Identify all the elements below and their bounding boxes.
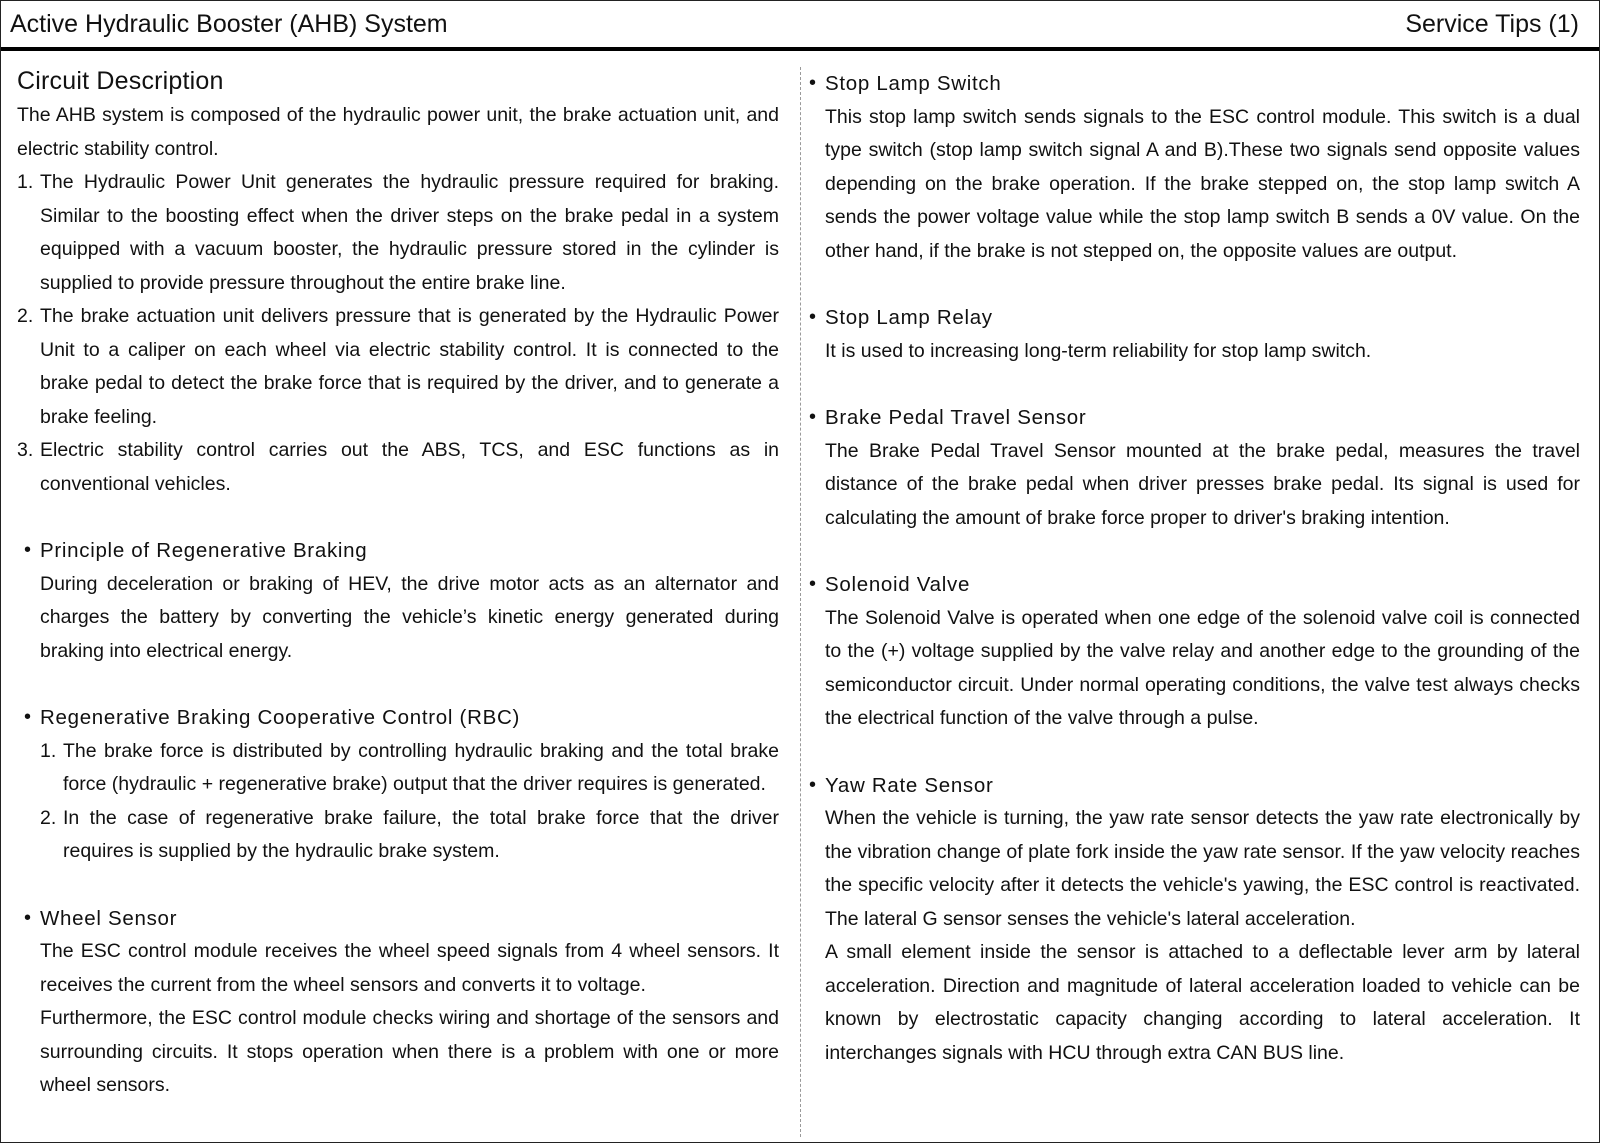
rbc-section	[17, 701, 779, 735]
yaw-sensor-section	[809, 769, 1580, 1071]
heading-text: Stop Lamp Relay	[825, 306, 993, 329]
wheel-sensor-p2: Furthermore, the ESC control module checks wiring and shortage of the sensors and surrounding circuits. It stops operation when there is a problem with one or more wheel sensors.	[40, 1007, 779, 1096]
rbc-heading	[24, 701, 779, 735]
heading-text: Yaw Rate Sensor	[825, 773, 994, 797]
stop-lamp-relay-text: It is used to increasing long-term reliability for stop lamp switch.	[825, 339, 1372, 362]
numbered-item-3	[17, 434, 779, 501]
wheel-sensor-p1: The ESC control module receives the wheel speed signals from 4 wheel sensors. It receives the current from the wheel sensors and converts it to voltage.	[40, 940, 779, 996]
stop-lamp-switch-section	[809, 67, 1580, 268]
item-number: 1.	[40, 739, 57, 762]
intro-paragraph: The AHB system is composed of the hydraulic power unit, the brake actuation unit, and electric stability control.	[17, 104, 779, 160]
bullet-icon: •	[24, 906, 32, 929]
numbered-item-2	[17, 300, 779, 434]
rbc-item-1	[17, 735, 779, 802]
bullet-icon: •	[809, 406, 817, 428]
yaw-sensor-heading	[809, 769, 1580, 803]
item-number: 2.	[40, 806, 57, 829]
bullet-icon: •	[24, 539, 32, 561]
solenoid-section	[809, 568, 1580, 736]
yaw-sensor-p2: A small element inside the sensor is attached to a deflectable lever arm by lateral acceleration. Direction and magnitude of lateral acceleration loaded to vehicle can be known by electrostatic capacity changing according to lateral acceleration. It interchanges signals with HCU through extra CAN BUS line.	[825, 941, 1580, 1064]
heading-text: Principle of Regenerative Braking	[40, 539, 368, 562]
header-page-label: Service Tips (1)	[1405, 9, 1579, 38]
page-header	[1, 1, 1599, 51]
regen-text: During deceleration or braking of HEV, the drive motor acts as an alternator and charges the battery by converting the vehicle’s kinetic energy generated during braking into electrical energy.	[40, 572, 779, 662]
heading-text: Wheel Sensor	[40, 906, 178, 930]
bullet-icon: •	[809, 773, 817, 796]
heading-text: Stop Lamp Switch	[825, 72, 1002, 95]
item-number: 1.	[17, 171, 34, 193]
right-column	[809, 67, 1580, 1070]
bullet-icon: •	[809, 72, 817, 94]
rbc-item-2	[17, 802, 779, 869]
wheel-sensor-section	[17, 902, 779, 1103]
heading-text: Solenoid Valve	[825, 573, 971, 596]
regen-section	[17, 534, 779, 668]
header-title: Active Hydraulic Booster (AHB) System	[10, 9, 448, 38]
heading-text: Brake Pedal Travel Sensor	[825, 406, 1087, 429]
stop-lamp-switch-heading	[809, 67, 1580, 101]
section-title: Circuit Description	[17, 67, 224, 95]
regen-heading	[24, 534, 779, 568]
wheel-sensor-heading	[24, 902, 779, 936]
yaw-sensor-p1: When the vehicle is turning, the yaw rate sensor detects the yaw rate electronically by the vibration change of plate fork inside the yaw rate sensor. If the yaw velocity reaches the specific velocity after it detects the vehicle's yawing, the ESC control is reactivated. The lateral G sensor senses the vehicle's lateral acceleration.	[825, 807, 1580, 930]
item-number: 3.	[17, 439, 34, 461]
item-text: The brake force is distributed by controlling hydraulic braking and the total brake force (hydraulic + regenerative brake) output that the driver requires is generated.	[63, 739, 779, 795]
column-divider	[800, 67, 801, 1137]
solenoid-text: The Solenoid Valve is operated when one edge of the solenoid valve coil is connected to the (+) voltage supplied by the valve relay and another edge to the grounding of the semiconductor circuit. Under normal operating conditions, the valve test always checks the electrical function of the valve through a pulse.	[825, 606, 1580, 729]
numbered-item-1	[17, 166, 779, 300]
left-column	[17, 63, 779, 1103]
bullet-icon: •	[809, 573, 817, 595]
item-text: The brake actuation unit delivers pressure that is generated by the Hydraulic Power Unit to a caliper on each wheel via electric stability control. It is connected to the brake pedal to detect the brake force that is required by the driver, and to generate a brake feeling.	[40, 305, 779, 428]
stop-lamp-relay-section	[809, 301, 1580, 368]
pedal-sensor-section	[809, 401, 1580, 535]
item-text: In the case of regenerative brake failure, the total brake force that the driver requires is supplied by the hydraulic brake system.	[63, 806, 779, 862]
pedal-sensor-heading	[809, 401, 1580, 435]
item-text: Electric stability control carries out the ABS, TCS, and ESC functions as in conventional vehicles.	[40, 439, 779, 495]
pedal-sensor-text: The Brake Pedal Travel Sensor mounted at the brake pedal, measures the travel distance of the brake pedal when driver presses brake pedal. Its signal is used for calculating the amount of brake force proper to driver's braking intention.	[825, 439, 1580, 529]
bullet-icon: •	[24, 706, 32, 728]
heading-text: Regenerative Braking Cooperative Control (RBC)	[40, 706, 520, 729]
bullet-icon: •	[809, 306, 817, 328]
solenoid-heading	[809, 568, 1580, 602]
item-number: 2.	[17, 305, 34, 327]
item-text: The Hydraulic Power Unit generates the hydraulic pressure required for braking. Similar to the boosting effect when the driver steps on the brake pedal in a system equipped with a vacuum booster, the hydraulic pressure stored in the cylinder is supplied to provide pressure throughout the entire brake line.	[40, 171, 779, 294]
stop-lamp-switch-text: This stop lamp switch sends signals to the ESC control module. This switch is a dual type switch (stop lamp switch signal A and B).These two signals send opposite values depending on the brake operation. If the brake stepped on, the stop lamp switch A sends the power voltage value while the stop lamp switch B sends a 0V value. On the other hand, if the brake is not stepped on, the opposite values are output.	[825, 105, 1580, 262]
stop-lamp-relay-heading	[809, 301, 1580, 335]
